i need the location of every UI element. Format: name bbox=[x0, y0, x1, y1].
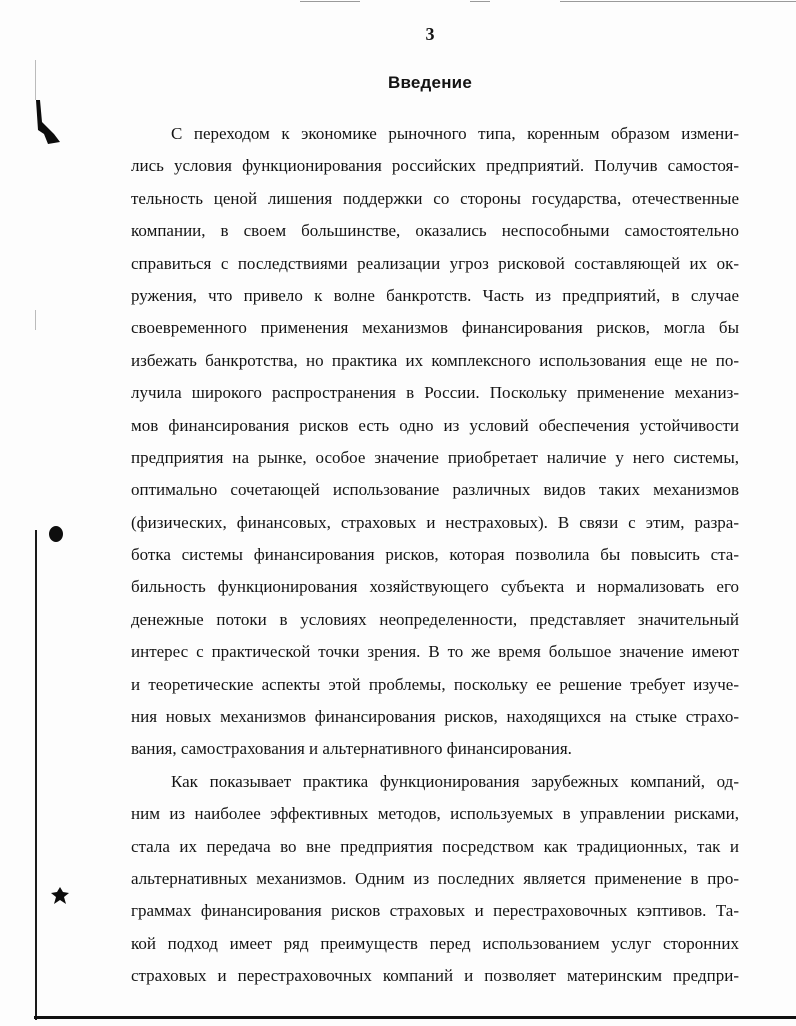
scan-left-edge bbox=[35, 310, 36, 330]
scan-mark-dot bbox=[49, 526, 63, 542]
body-text bbox=[131, 118, 739, 993]
text-line: избежать банкротства, но практика их комплексного использования еще не по- bbox=[131, 350, 739, 370]
text-line: страховых и перестраховочных компаний и позволяет материнским предпри- bbox=[131, 966, 739, 986]
text-line: справиться с последствиями реализации угроз рисковой составляющей их ок- bbox=[131, 253, 739, 273]
text-line: лучила широкого распространения в России. Поскольку применение механиз- bbox=[131, 383, 739, 403]
text-line: компании, в своем большинстве, оказались неспособными самостоятельно bbox=[131, 221, 739, 241]
text-line: ботка системы финансирования рисков, которая позволила бы повысить ста- bbox=[131, 545, 739, 565]
text-line: ним из наиболее эффективных методов, используемых в управлении рисками, bbox=[131, 804, 739, 824]
text-line: лись условия функционирования российских предприятий. Получив самостоя- bbox=[131, 156, 739, 176]
text-line: ния новых механизмов финансирования рисков, находящихся на стыке страхо- bbox=[131, 707, 739, 727]
scan-top-rule bbox=[470, 1, 490, 2]
scan-bottom-rule bbox=[34, 1016, 796, 1019]
paragraph-2 bbox=[131, 766, 739, 993]
text-line: С переходом к экономике рыночного типа, коренным образом измени- bbox=[171, 124, 739, 143]
text-line: (физических, финансовых, страховых и нестраховых). В связи с этим, разра- bbox=[131, 512, 739, 532]
scan-mark-blot bbox=[50, 886, 70, 906]
scan-top-rule bbox=[300, 1, 360, 2]
text-line: ружения, что привело к волне банкротств. Часть из предприятий, в случае bbox=[131, 285, 739, 305]
scan-left-edge bbox=[35, 530, 37, 1020]
text-line: денежные потоки в условиях неопределенности, представляет значительный bbox=[131, 609, 739, 629]
section-heading: Введение bbox=[388, 73, 472, 92]
text-line: кой подход имеет ряд преимуществ перед использованием услуг сторонних bbox=[131, 933, 739, 953]
text-line: предприятия на рынке, особое значение приобретает наличие у него системы, bbox=[131, 447, 739, 467]
text-line: своевременного применения механизмов финансирования рисков, могла бы bbox=[131, 318, 739, 338]
scan-top-rule bbox=[560, 1, 796, 2]
text-line: бильность функционирования хозяйствующего субъекта и нормализовать его bbox=[131, 577, 739, 597]
text-line: альтернативных механизмов. Одним из последних является применение в про- bbox=[131, 868, 739, 888]
text-line: мов финансирования рисков есть одно из условий обеспечения устойчивости bbox=[131, 415, 739, 435]
text-line: оптимально сочетающей использование различных видов таких механизмов bbox=[131, 480, 739, 500]
text-line: стала их передача во вне предприятия посредством как традиционных, так и bbox=[131, 836, 739, 856]
text-line: и теоретические аспекты этой проблемы, поскольку ее решение требует изуче- bbox=[131, 674, 739, 694]
scan-mark-arrow bbox=[34, 100, 64, 146]
text-line: Как показывает практика функционирования зарубежных компаний, од- bbox=[171, 771, 739, 791]
paragraph-1 bbox=[131, 118, 739, 766]
text-line: граммах финансирования рисков страховых и перестраховочных кэптивов. Та- bbox=[131, 901, 739, 921]
text-line: тельность ценой лишения поддержки со стороны государства, отечественные bbox=[131, 188, 739, 208]
text-line: интерес с практической точки зрения. В то же время большое значение имеют bbox=[131, 642, 739, 662]
page-number: 3 bbox=[425, 24, 435, 44]
text-line: вания, самострахования и альтернативного финансирования. bbox=[131, 739, 572, 759]
